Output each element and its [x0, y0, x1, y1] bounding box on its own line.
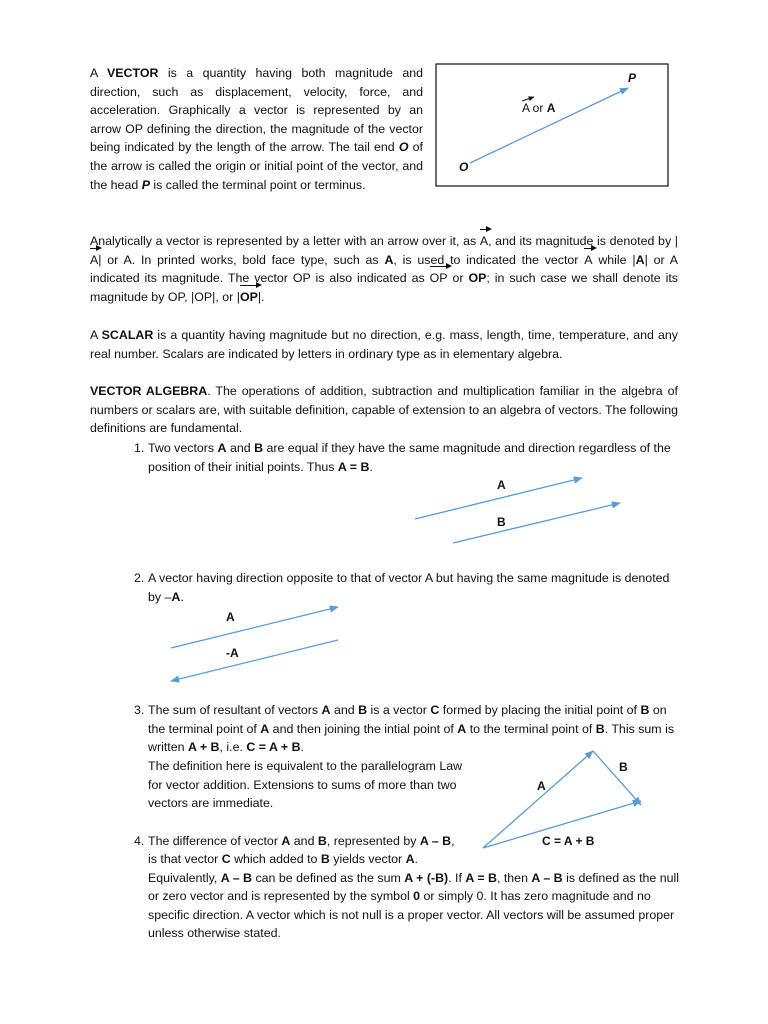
vector-op-arrow-1: OP: [430, 269, 448, 288]
item4-l3-bold-5: 0: [413, 889, 421, 904]
item4-text-3: , represented by: [326, 834, 420, 848]
vector-op-bold: OP: [468, 271, 487, 286]
algebra-text: . The operations of addition, subtraction and multiplication familiar in the algebra of numbers or scalars are, with suitable definition, capable of extension to an algebra of vectors. The following definitions are fundamental.: [90, 384, 679, 436]
label-b: B: [497, 515, 506, 529]
label-a: A: [497, 478, 506, 492]
intro-text-3: of the arrow is called the origin or initial point of the vector, and the head: [90, 140, 423, 192]
item2-text-2: .: [180, 589, 184, 604]
analytic-text-7: or: [447, 271, 469, 286]
item3-text-8: . This sum is written: [148, 721, 675, 755]
analytic-text-8: ; in such case we shall denote its magnitude by OP, |OP|, or |: [90, 271, 678, 304]
intro-text-1: A: [90, 66, 108, 80]
item4-l3-text-5: is defined as the null or zero vector and is represented by the symbol: [148, 870, 680, 904]
label-c-sum: C = A + B: [542, 834, 595, 848]
vector-a-arrow-3: A: [584, 251, 592, 270]
intro-text-4: is called the terminal point or terminus.: [149, 177, 366, 192]
item1-text-2: and: [226, 441, 255, 455]
item1-text-3: are equal if they have the same magnitude and direction regardless of the position of their initial points. Thus: [148, 441, 671, 474]
item1-bold-1: A: [217, 441, 227, 455]
item4-l3-text-2: can be defined as the sum: [252, 870, 405, 885]
label-neg-a: -A: [226, 646, 239, 660]
item1-text-4: .: [369, 459, 373, 474]
item3-text-9: , i.e.: [219, 740, 247, 755]
item-number: 3.: [134, 703, 145, 717]
figure-equal-vectors: [415, 478, 620, 543]
item3-bold-6: A: [457, 721, 467, 736]
vector-neg-a-line: [171, 640, 338, 681]
item3-bold-7: B: [595, 721, 605, 736]
item3-bold-1: A: [321, 703, 331, 717]
figure-opposite-vectors: [171, 607, 338, 681]
item3-text-5: on the terminal point of: [148, 703, 667, 736]
label-or: or: [529, 101, 547, 115]
label-o: O: [459, 160, 469, 174]
item4-l3-bold-4: A – B: [531, 870, 563, 885]
item4-l2-bold-2: B: [320, 852, 330, 866]
head-letter: P: [141, 177, 150, 192]
item3-bold-5: A: [260, 721, 270, 736]
item4-bold-3: A – B: [419, 834, 452, 848]
label-b: B: [619, 760, 628, 774]
label-a-or-a: [522, 101, 556, 115]
label-a-bold: A: [546, 101, 556, 115]
item3-bold-9: C = A + B: [246, 740, 301, 755]
item4-l3-text-4: , then: [496, 870, 532, 885]
item-number: 4.: [134, 834, 145, 848]
item4-text-4: ,: [451, 834, 455, 848]
item4-l2-text-1: is that vector: [148, 852, 222, 866]
scalar-text-1: A: [90, 328, 102, 342]
analytic-text-9: |.: [257, 289, 265, 304]
item2-bold-1: A: [171, 589, 181, 604]
item4-l3-text-6: or simply 0. It has zero magnitude and no specific direction. A vector which is not null is a proper vector. All vectors will be assumed proper unless otherwise stated.: [148, 889, 675, 941]
item4-bold-2: B: [317, 834, 327, 848]
origin-letter: O: [398, 140, 409, 155]
intro-text-2: is a quantity having both magnitude and direction, such as displacement, velocity, force, and acceleration. Graphically a vector is represented by an arrow OP defining the direction, the magnitude of the vector being indicated by the length of the arrow. The tail end: [90, 66, 423, 155]
analytic-text-5: while |: [592, 252, 636, 267]
item4-text-1: The difference of vector: [148, 834, 282, 848]
vector-b-line: [593, 751, 641, 805]
vector-op-arrow: [470, 88, 628, 163]
item4-bold-1: A: [281, 834, 291, 848]
item3-text-2: and: [330, 703, 359, 717]
vector-op-arrow-2: OP: [240, 288, 258, 307]
analytic-text-3: | or A. In printed works, bold face type, such as: [98, 252, 385, 267]
item4-l2-text-3: yields vector: [329, 852, 406, 866]
vector-a-arrow-1: A: [480, 232, 488, 251]
parallelogram-note: The definition here is equivalent to the parallelogram Law for vector addition. Extensions to sums of more than two vectors are immediate.: [148, 759, 463, 811]
vector-algebra-term: VECTOR ALGEBRA: [90, 384, 208, 398]
figure-vector-sum: [483, 751, 641, 848]
vector-a-bold-2: A: [635, 252, 645, 267]
scalar-term: SCALAR: [101, 328, 154, 342]
item2-text-1: A vector having direction opposite to that of vector A but having the same magnitude is denoted by –: [148, 571, 670, 604]
item4-l3-bold-1: A – B: [220, 870, 252, 885]
item3-bold-3: C: [430, 703, 440, 717]
analytic-text-2: , and its magnitude is denoted by |: [488, 234, 678, 248]
item3-text-7: to the terminal point of: [466, 721, 596, 736]
figure-op-vector: [436, 64, 668, 186]
item4-l2-text-4: .: [414, 852, 418, 866]
item3-text-1: The sum of resultant of vectors: [148, 703, 322, 717]
label-p: P: [628, 71, 637, 85]
item-number: 1.: [134, 441, 145, 455]
item4-text-2: and: [290, 834, 318, 848]
vector-a-arrow-2: A: [90, 251, 98, 270]
item4-l2-bold-1: C: [221, 852, 231, 866]
item3-text-3: is a vector: [367, 703, 431, 717]
item3-bold-4: B: [640, 703, 650, 717]
vector-a-line: [171, 607, 338, 648]
item3-bold-8: A + B: [187, 740, 220, 755]
item3-text-6: and then joining the intial point of: [269, 721, 458, 736]
vector-term: VECTOR: [107, 66, 159, 80]
item1-text-1: Two vectors: [148, 441, 218, 455]
analytic-text-6: | or A indicated its magnitude. The vector OP is also indicated as: [90, 252, 679, 286]
scalar-text-2: is a quantity having magnitude but no direction, e.g. mass, length, time, temperature, and any real number. Scalars are indicated by letters in ordinary type as in elementary algebra.: [90, 328, 678, 361]
item3-text-10: .: [300, 740, 304, 755]
label-a: A: [537, 779, 546, 793]
label-a-arrowed: A: [522, 101, 530, 115]
item4-l3-bold-3: A = B: [465, 870, 497, 885]
item4-l3-text-1: Equivalently,: [148, 870, 221, 885]
item4-l2-bold-3: A: [405, 852, 415, 866]
item3-text-4: formed by placing the initial point of: [439, 703, 641, 717]
analytic-text-4: , is used to indicated the vector: [393, 252, 585, 267]
item1-bold-3: A = B: [337, 459, 370, 474]
item4-l3-text-3: . If: [448, 870, 466, 885]
item4-l3-bold-2: A + (-B): [404, 870, 449, 885]
item4-l2-text-2: which added to: [230, 852, 321, 866]
item3-bold-2: B: [358, 703, 368, 717]
item-number: 2.: [134, 571, 145, 585]
item1-bold-2: B: [254, 441, 264, 455]
label-a: A: [226, 610, 235, 624]
vector-b-line: [453, 503, 620, 543]
vector-a-bold-1: A: [384, 252, 394, 267]
analytic-text-1: Analytically a vector is represented by a letter with an arrow over it, as: [90, 234, 480, 248]
